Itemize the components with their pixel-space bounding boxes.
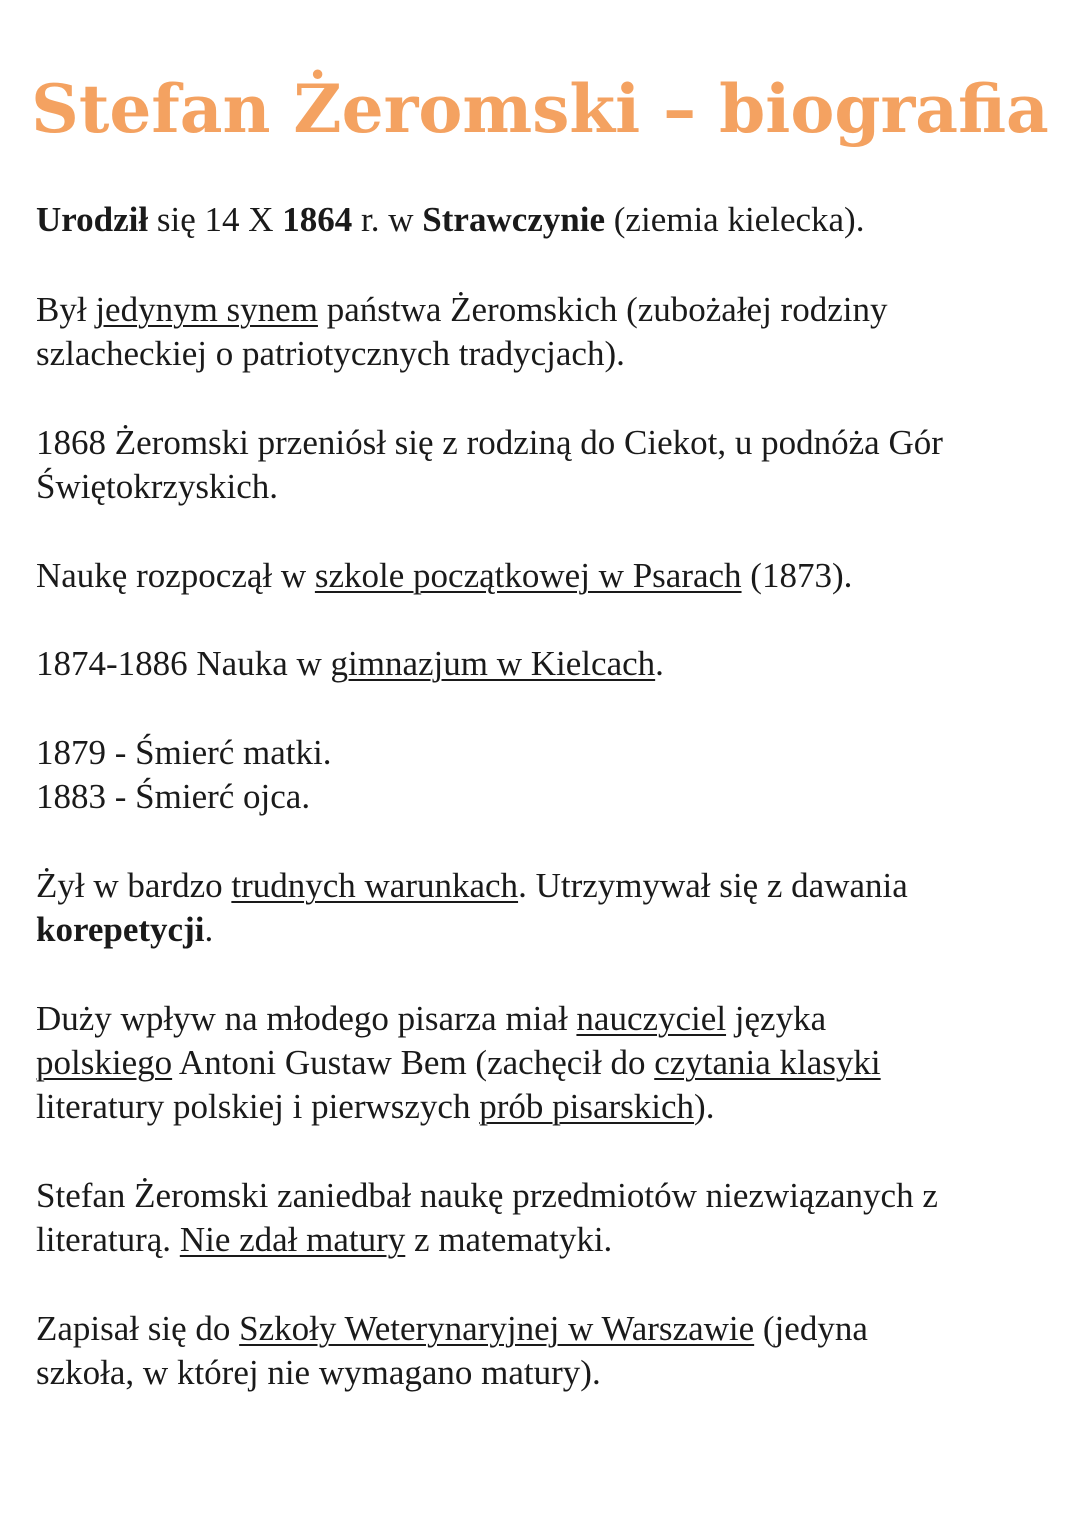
paragraph-line: szlacheckiej o patriotycznych tradycjach). <box>36 334 625 373</box>
text-span: . <box>655 644 664 683</box>
text-span: . Utrzymywał się z dawania <box>518 866 908 905</box>
paragraph-conditions <box>36 864 1060 952</box>
text-span: Antoni Gustaw Bem (zachęcił do <box>172 1043 655 1082</box>
paragraph-line: szkoła, w której nie wymagano matury). <box>36 1353 601 1392</box>
paragraph-line: 1879 - Śmierć matki. <box>36 733 332 772</box>
text-span: literaturą. <box>36 1220 180 1259</box>
text-span: . <box>204 910 214 949</box>
underlined-text: Nie zdał matury <box>179 1220 406 1259</box>
paragraph-line <box>36 1307 1060 1351</box>
paragraph-birth <box>36 198 1060 242</box>
text-span: Naukę rozpoczął w <box>36 556 315 595</box>
underlined-text: prób pisarskich <box>479 1087 695 1126</box>
paragraph-deaths <box>36 731 1060 819</box>
underlined-text: szkole początkowej w Psarach <box>314 556 742 595</box>
text-span: państwa Żeromskich (zubożałej rodziny <box>317 290 888 329</box>
paragraph-line: 1868 Żeromski przeniósł się z rodziną do Ciekot, u podnóża Gór <box>36 423 943 462</box>
paragraph-line: Stefan Żeromski zaniedbał naukę przedmiotów niezwiązanych z <box>36 1176 938 1215</box>
text-span: Był <box>36 290 96 329</box>
paragraph-line: Świętokrzyskich. <box>36 467 279 506</box>
text-span: się 14 X <box>148 200 283 239</box>
paragraph-line <box>36 554 1060 598</box>
paragraph-move <box>36 421 1060 509</box>
text-span: Duży wpływ na młodego pisarza miał <box>36 999 577 1038</box>
bold-text: Urodził <box>36 200 149 239</box>
text-span: Żył w bardzo <box>36 866 232 905</box>
paragraph-line <box>36 198 1060 242</box>
underlined-text: jedynym synem <box>95 290 318 329</box>
text-span: ). <box>694 1087 715 1126</box>
text-span: (1873). <box>741 556 853 595</box>
text-span: (ziemia kielecka). <box>605 200 865 239</box>
paragraph-line: 1883 - Śmierć ojca. <box>36 777 311 816</box>
underlined-text: trudnych warunkach <box>231 866 519 905</box>
paragraph-gymnasium <box>36 642 1060 686</box>
underlined-text: polskiego <box>36 1043 173 1082</box>
text-span: 1874-1886 Nauka w <box>36 644 331 683</box>
paragraph-teacher <box>36 997 1060 1129</box>
paragraph-line <box>36 1218 1060 1262</box>
text-span: Zapisał się do <box>36 1309 240 1348</box>
bold-text: korepetycji <box>36 910 205 949</box>
paragraph-line <box>36 1041 1060 1085</box>
paragraph-family <box>36 288 1060 376</box>
underlined-text: gimnazjum w Kielcach <box>330 644 656 683</box>
text-span: języka <box>726 999 827 1038</box>
paragraph-line <box>36 864 1060 908</box>
paragraph-line <box>36 288 1060 332</box>
underlined-text: nauczyciel <box>576 999 727 1038</box>
underlined-text: czytania klasyki <box>654 1043 881 1082</box>
paragraph-line <box>36 1085 1060 1129</box>
paragraph-matura <box>36 1174 1060 1262</box>
text-span: literatury polskiej i pierwszych <box>36 1087 480 1126</box>
underlined-text: Szkoły Weterynaryjnej w Warszawie <box>239 1309 755 1348</box>
text-span: z matematyki. <box>405 1220 613 1259</box>
paragraph-veterinary <box>36 1307 1060 1395</box>
paragraph-line <box>36 908 1060 952</box>
paragraph-line <box>36 997 1060 1041</box>
paragraph-line <box>36 642 1060 686</box>
text-span: r. w <box>352 200 423 239</box>
bold-text: 1864 <box>282 200 353 239</box>
bold-text: Strawczynie <box>422 200 606 239</box>
text-span: (jedyna <box>754 1309 868 1348</box>
paragraph-school-start <box>36 554 1060 598</box>
page-title: Stefan Żeromski – biografia <box>31 70 1049 148</box>
